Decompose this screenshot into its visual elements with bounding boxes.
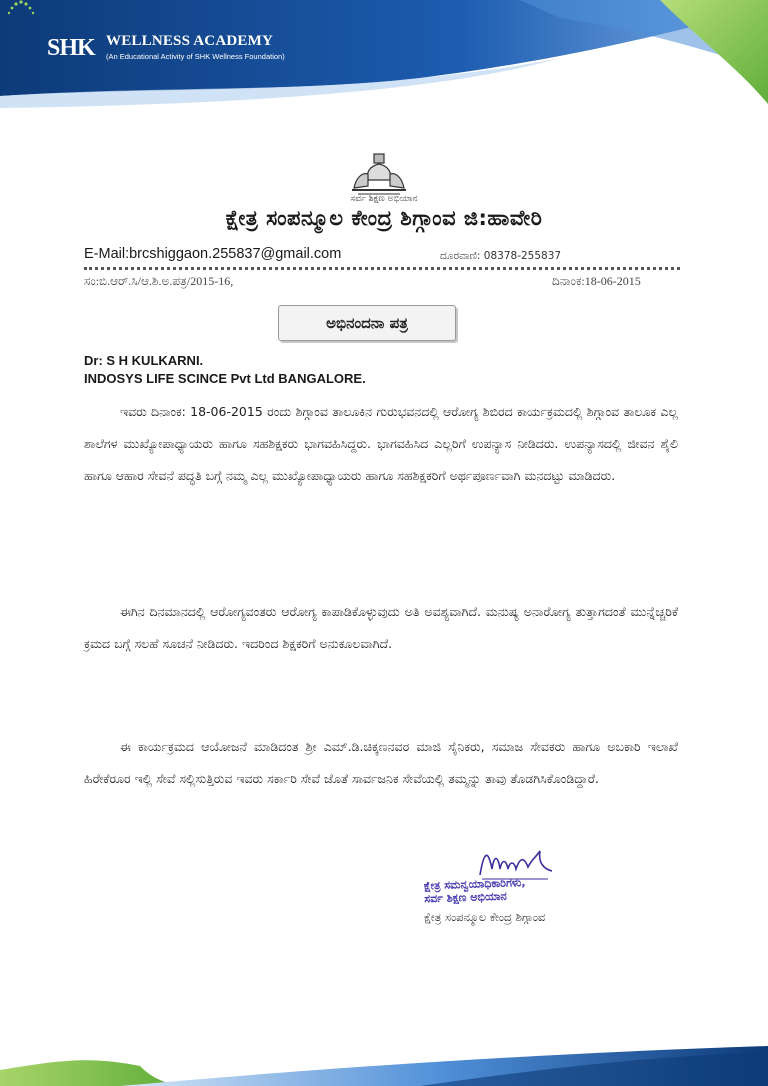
office-email: E-Mail:brcshiggaon.255837@gmail.com: [84, 246, 342, 262]
stamp-line-1: ಕ್ಷೇತ್ರ ಸಮನ್ವಯಾಧಿಕಾರಿಗಳು,: [423, 875, 526, 893]
official-stamp: [424, 873, 625, 906]
state-emblem-icon: [346, 150, 412, 196]
stamp-line-2: ಸರ್ವ ಶಿಕ್ಷಣ ಅಭಿಯಾನ: [424, 889, 507, 906]
academy-subtitle: (An Educational Activity of SHK Wellness Foundation): [106, 52, 285, 61]
letterhead-tagline: ಸರ್ವ ಶಿಕ್ಷಣ ಅಭಿಯಾನ: [350, 194, 418, 204]
logo: SHK: [47, 35, 95, 61]
header-banner: [0, 0, 768, 110]
office-title: ಕ್ಷೇತ್ರ ಸಂಪನ್ಮೂಲ ಕೇಂದ್ರ ಶಿಗ್ಗಾಂವ ಜಿ:ಹಾವೇರಿ: [225, 206, 543, 230]
signatory-office: ಕ್ಷೇತ್ರ ಸಂಪನ್ಮೂಲ ಕೇಂದ್ರ ಶಿಗ್ಗಾಂವ: [424, 910, 546, 924]
recipient-name: Dr: S H KULKARNI.: [84, 353, 204, 368]
recipient-block: [84, 352, 366, 388]
reference-number: ಸಂ:ಬಿ.ಆರ್.ಸಿ/ಆ.ಶಿ.ಅ.ಪತ್ರ/2015-16,: [84, 274, 234, 288]
office-phone: ದೂರವಾಣಿ: 08378-255837: [440, 250, 562, 262]
body-paragraph-1: ಇವರು ದಿನಾಂಕ: 18-06-2015 ರಂದು ಶಿಗ್ಗಾಂವ ತಾಲೂಕಿನ ಗುರುಭವನದಲ್ಲಿ ಆರೋಗ್ಯ ಶಿಬಿರದ ಕಾರ್ಯಕ್ರಮದಲ್ಲಿ ಶಿಗ್ಗಾಂವ ತಾಲೂಕ ಎಲ್ಲ ಶಾಲೆಗಳ ಮುಖ್ಯೋಪಾಧ್ಯಾಯರು ಹಾಗೂ ಸಹಶಿಕ್ಷಕರು ಭಾಗವಹಿಸಿದ್ದರು. ಭಾಗವಹಿಸಿದ ಎಲ್ಲರಿಗೆ ಉಪನ್ಯಾಸ ನೀಡಿದರು. ಉಪನ್ಯಾಸದಲ್ಲಿ ಜೀವನ ಶೈಲಿ ಹಾಗೂ ಆಹಾರ ಸೇವನೆ ಪದ್ಧತಿ ಬಗ್ಗೆ ನಮ್ಮ ಎಲ್ಲ ಮುಖ್ಯೋಪಾಧ್ಯಾಯರು ಹಾಗೂ ಸಹಶಿಕ್ಷಕರಿಗೆ ಅರ್ಥಪೂರ್ಣವಾಗಿ ಮನದಟ್ಟು ಮಾಡಿದರು.: [84, 404, 678, 483]
footer-banner: [0, 1026, 768, 1086]
recipient-company: INDOSYS LIFE SCINCE Pvt Ltd BANGALORE.: [84, 371, 366, 386]
body-paragraph-3: ಈ ಕಾರ್ಯಕ್ರಮದ ಆಯೋಜನೆ ಮಾಡಿದಂತ ಶ್ರೀ ಎಮ್.ಡಿ.ಚಿಕ್ಕಣನವರ ಮಾಜಿ ಸೈನಿಕರು, ಸಮಾಜ ಸೇವಕರು ಹಾಗೂ ಅಬಕಾರಿ ಇಲಾಖೆ ಹಿರೇಕೆರೂರ ಇಲ್ಲಿ ಸೇವೆ ಸಲ್ಲಿಸುತ್ತಿರುವ ಇವರು ಸರ್ಕಾರಿ ಸೇವೆ ಜೊತೆ ಸಾರ್ವಜನಿಕ ಸೇವೆಯಲ್ಲಿ ತಮ್ಮನ್ನು ತಾವು ತೊಡಗಿಸಿಕೊಂಡಿದ್ದಾರೆ.: [84, 739, 678, 786]
letter-date: ದಿನಾಂಕ:18-06-2015: [552, 274, 641, 288]
subject-heading: ಅಭಿನಂದನಾ ಪತ್ರ: [278, 305, 456, 341]
divider: [84, 267, 680, 270]
academy-name: WELLNESS ACADEMY: [106, 33, 273, 49]
body-paragraph-2: ಈಗಿನ ದಿನಮಾನದಲ್ಲಿ ಆರೋಗ್ಯವಂತರು ಆರೋಗ್ಯ ಕಾಪಾಡಿಕೊಳ್ಳುವುದು ಅತಿ ಅವಶ್ಯವಾಗಿದೆ. ಮನುಷ್ಯ ಅನಾರೋಗ್ಯ ತುತ್ತಾಗದಂತೆ ಮುನ್ನೆಚ್ಚರಿಕೆ ಕ್ರಮದ ಬಗ್ಗೆ ಸಲಹೆ ಸೂಚನೆ ನೀಡಿದರು. ಇದರಿಂದ ಶಿಕ್ಷಕರಿಗೆ ಅನುಕೂಲವಾಗಿದೆ.: [84, 604, 678, 651]
